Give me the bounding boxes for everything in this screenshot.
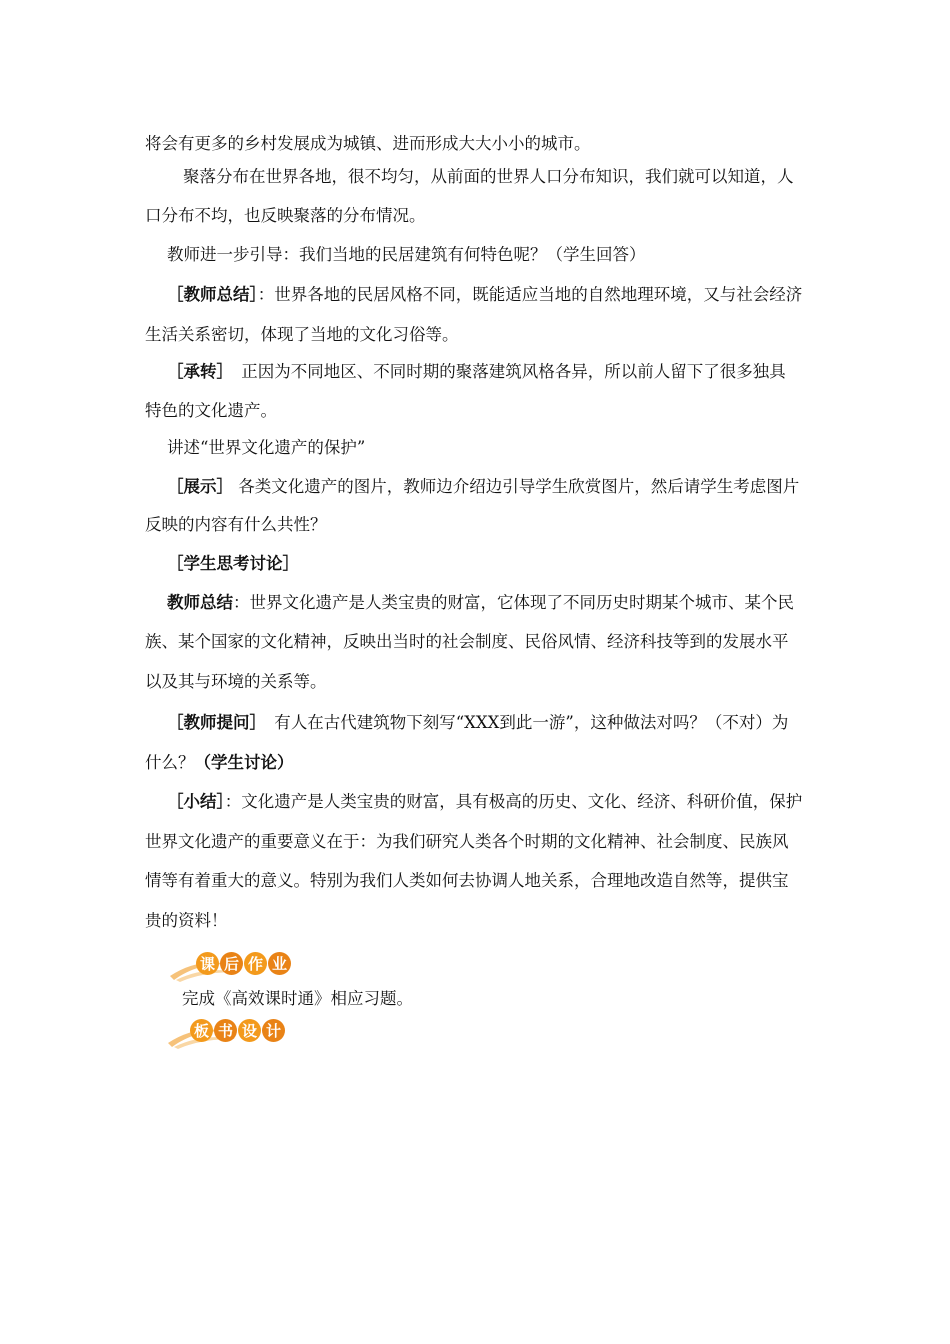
- paragraph: 聚落分布在世界各地，很不均匀，从前面的世界人口分布知识，我们就可以知道，人: [183, 167, 794, 186]
- paragraph: 讲述“世界文化遗产的保护”: [167, 438, 366, 457]
- paragraph: [145, 783, 805, 821]
- paragraph-text: 各类文化遗产的图片，教师边介绍边引导学生欣赏图片，然后请学生考虑图片: [238, 477, 800, 496]
- board-design-banner: [168, 1017, 308, 1051]
- banner-char: 板: [190, 1019, 213, 1042]
- paragraph-text: ：世界各地的民居风格不同，既能适应当地的自然地理环境，又与社会经济: [257, 285, 803, 304]
- banner-char: 设: [238, 1019, 261, 1042]
- section-label: 教师总结: [167, 593, 233, 612]
- paragraph-text: 什么？: [145, 753, 195, 772]
- section-label: ［学生思考讨论］: [167, 554, 299, 573]
- paragraph: 口分布不均，也反映聚落的分布情况。: [145, 206, 426, 225]
- banner-char: 后: [220, 952, 243, 975]
- emphasis-text: （学生讨论）: [194, 753, 294, 772]
- paragraph-text: 正因为不同地区、不同时期的聚落建筑风格各异，所以前人留下了很多独具: [224, 362, 786, 381]
- paragraph: 将会有更多的乡村发展成为城镇、进而形成大大小小的城市。: [145, 134, 591, 153]
- paragraph: [145, 584, 805, 622]
- paragraph: 完成《高效课时通》相应习题。: [182, 989, 413, 1008]
- section-label: ［展示］: [167, 477, 233, 496]
- paragraph: 情等有着重大的意义。特别为我们人类如何去协调人地关系，合理地改造自然等，提供宝: [145, 871, 789, 890]
- section-label: ［教师提问］: [167, 713, 258, 732]
- paragraph-text: ：世界文化遗产是人类宝贵的财富，它体现了不同历史时期某个城市、某个民: [233, 593, 794, 612]
- paragraph: 族、某个国家的文化精神，反映出当时的社会制度、民俗风情、经济科技等到的发展水平: [145, 632, 789, 651]
- paragraph-text: ：文化遗产是人类宝贵的财富，具有极高的历史、文化、经济、科研价值，保护: [224, 792, 803, 811]
- banner-title: [196, 952, 291, 975]
- paragraph: [145, 744, 805, 782]
- banner-char: 作: [244, 952, 267, 975]
- paragraph: [145, 276, 805, 314]
- banner-title: [190, 1019, 285, 1042]
- section-label: ［承转］: [167, 362, 225, 381]
- paragraph: [145, 353, 805, 391]
- paragraph: 贵的资料！: [145, 911, 228, 930]
- homework-banner: [168, 950, 308, 984]
- section-label: ［小结］: [167, 792, 225, 811]
- paragraph: 反映的内容有什么共性？: [145, 515, 327, 534]
- paragraph: 以及其与环境的关系等。: [145, 672, 327, 691]
- section-label: ［教师总结］: [167, 285, 258, 304]
- banner-char: 计: [262, 1019, 285, 1042]
- paragraph: 世界文化遗产的重要意义在于：为我们研究人类各个时期的文化精神、社会制度、民族风: [145, 832, 789, 851]
- paragraph: 生活关系密切，体现了当地的文化习俗等。: [145, 325, 459, 344]
- paragraph: 教师进一步引导：我们当地的民居建筑有何特色呢？（学生回答）: [167, 245, 646, 264]
- banner-char: 业: [268, 952, 291, 975]
- banner-char: 课: [196, 952, 219, 975]
- paragraph: [145, 704, 805, 742]
- paragraph: [145, 468, 805, 506]
- paragraph-text: 有人在古代建筑物下刻写“XXX到此一游”，这种做法对吗？（不对）为: [274, 713, 789, 732]
- paragraph: 特色的文化遗产。: [145, 401, 277, 420]
- banner-char: 书: [214, 1019, 237, 1042]
